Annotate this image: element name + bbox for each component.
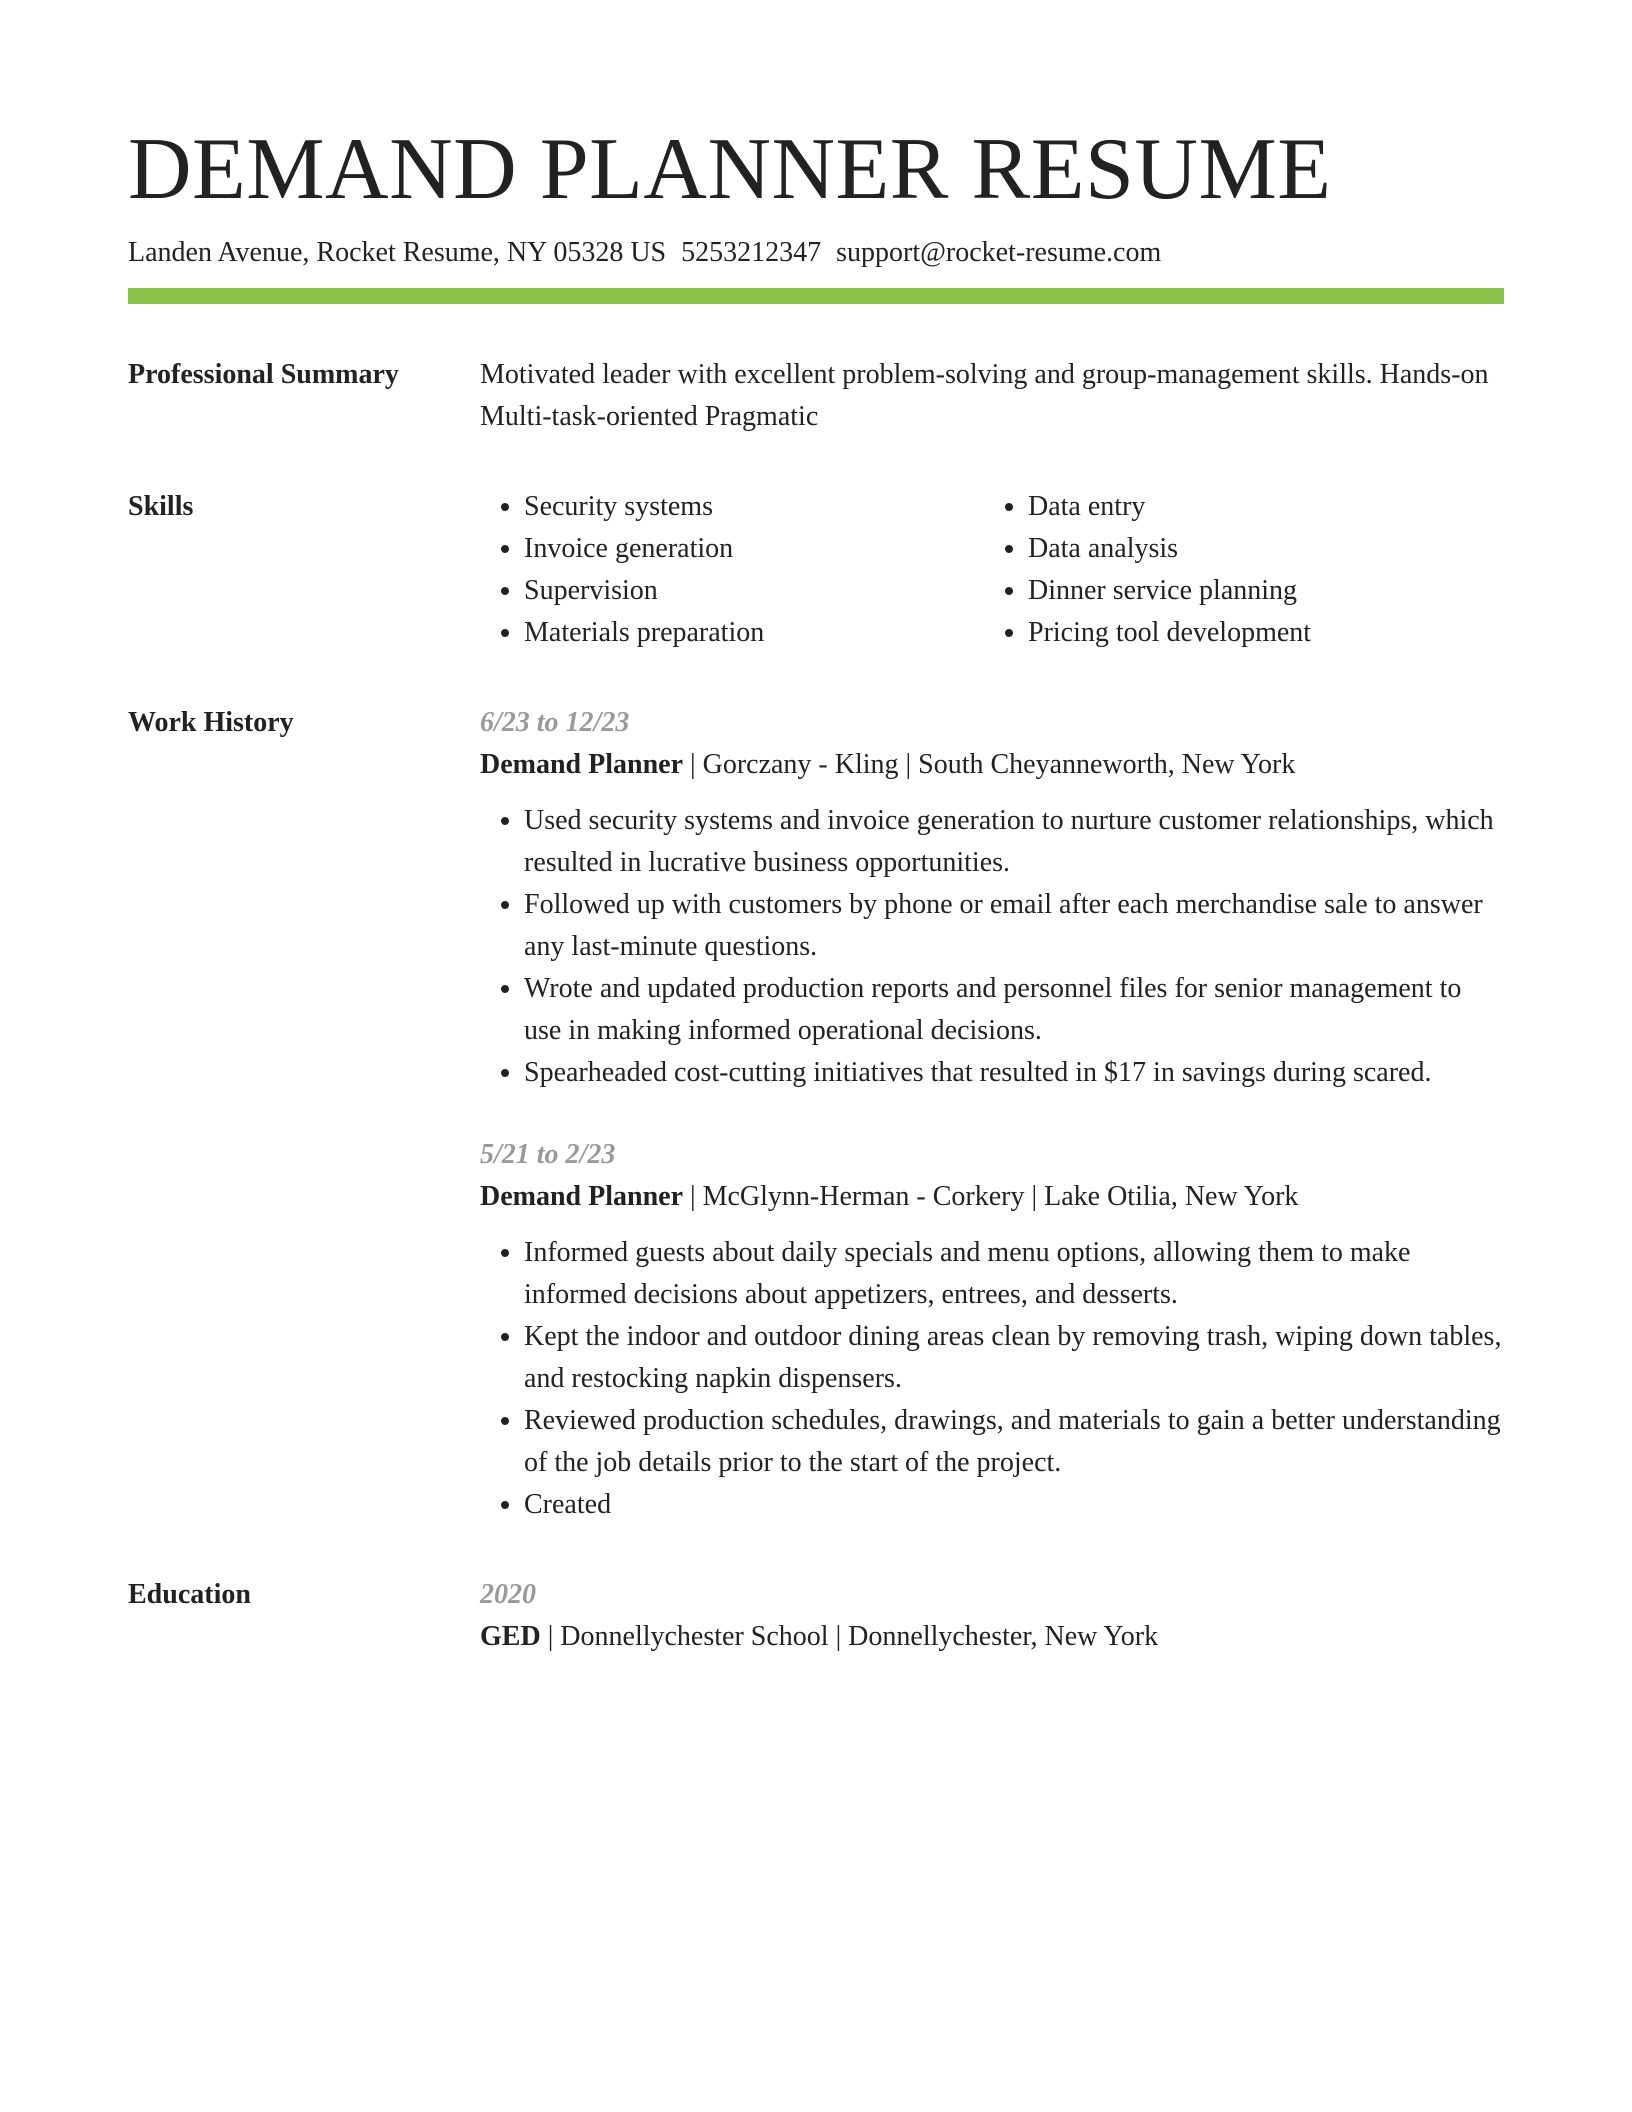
skill-item: • Data analysis: [1028, 528, 1488, 570]
contact-phone: 5253212347: [681, 237, 822, 268]
contact-line: [128, 234, 1504, 272]
education-entry: [480, 1616, 1504, 1658]
contact-email: support@rocket-resume.com: [836, 237, 1162, 268]
job-entry: [480, 702, 1504, 1094]
job-bullet: • Reviewed production schedules, drawings, and materials to gain a better understanding of the job details prior to the start of the project.: [524, 1400, 1504, 1484]
job-dates: 5/21 to 2/23: [480, 1139, 616, 1170]
summary-text: Motivated leader with excellent problem-solving and group-management skills. Hands-on Multi-task-oriented Pragmatic: [480, 359, 1489, 432]
skill-item: • Supervision: [524, 570, 984, 612]
job-dates: 6/23 to 12/23: [480, 707, 630, 738]
work-history-section: [128, 702, 1504, 1526]
job-bullets: [480, 1232, 1504, 1526]
job-bullet: • Wrote and updated production reports and personnel files for senior management to use in making informed operational decisions.: [524, 968, 1504, 1052]
skills-column-left: [480, 486, 984, 654]
job-bullet: • Created: [524, 1484, 1504, 1526]
education-degree: GED: [480, 1621, 541, 1652]
education-content: [480, 1574, 1504, 1658]
work-history-content: [480, 702, 1504, 1526]
skills-heading: Skills: [128, 491, 194, 522]
skill-item: • Materials preparation: [524, 612, 984, 654]
job-bullet: • Used security systems and invoice generation to nurture customer relationships, which resulted in lucrative business opportunities.: [524, 800, 1504, 884]
job-bullet: • Kept the indoor and outdoor dining areas clean by removing trash, wiping down tables, and restocking napkin dispensers.: [524, 1316, 1504, 1400]
job-details: | Gorczany - Kling | South Cheyanneworth, New York: [683, 749, 1296, 780]
skills-list: [480, 486, 1504, 654]
job-title: Demand Planner: [480, 749, 683, 780]
job-title: Demand Planner: [480, 1181, 683, 1212]
skills-column-right: [984, 486, 1488, 654]
job-bullet: • Spearheaded cost-cutting initiatives that resulted in $17 in savings during scared.: [524, 1052, 1504, 1094]
skills-section: [128, 486, 1504, 654]
education-heading: Education: [128, 1579, 251, 1610]
skill-item: • Invoice generation: [524, 528, 984, 570]
contact-address: Landen Avenue, Rocket Resume, NY 05328 US: [128, 237, 667, 268]
job-entry: [480, 1134, 1504, 1526]
summary-heading: Professional Summary: [128, 359, 399, 390]
skill-item: • Dinner service planning: [1028, 570, 1488, 612]
summary-section: [128, 354, 1504, 438]
job-bullets: [480, 800, 1504, 1094]
education-details: | Donnellychester School | Donnellychester, New York: [540, 1621, 1159, 1652]
resume-title: DEMAND PLANNER RESUME: [128, 121, 1332, 218]
job-bullet: • Followed up with customers by phone or email after each merchandise sale to answer any last-minute questions.: [524, 884, 1504, 968]
skill-item: • Pricing tool development: [1028, 612, 1488, 654]
education-section: [128, 1574, 1504, 1658]
job-details: | McGlynn-Herman - Corkery | Lake Otilia, New York: [683, 1181, 1299, 1212]
job-bullet: • Informed guests about daily specials and menu options, allowing them to make informed decisions about appetizers, entrees, and desserts.: [524, 1232, 1504, 1316]
work-history-heading: Work History: [128, 707, 294, 738]
accent-divider: [128, 288, 1504, 304]
job-header: [480, 1176, 1504, 1218]
skill-item: • Data entry: [1028, 486, 1488, 528]
job-header: [480, 744, 1504, 786]
education-year: 2020: [480, 1579, 536, 1610]
skill-item: • Security systems: [524, 486, 984, 528]
resume-page: [128, 118, 1504, 1658]
